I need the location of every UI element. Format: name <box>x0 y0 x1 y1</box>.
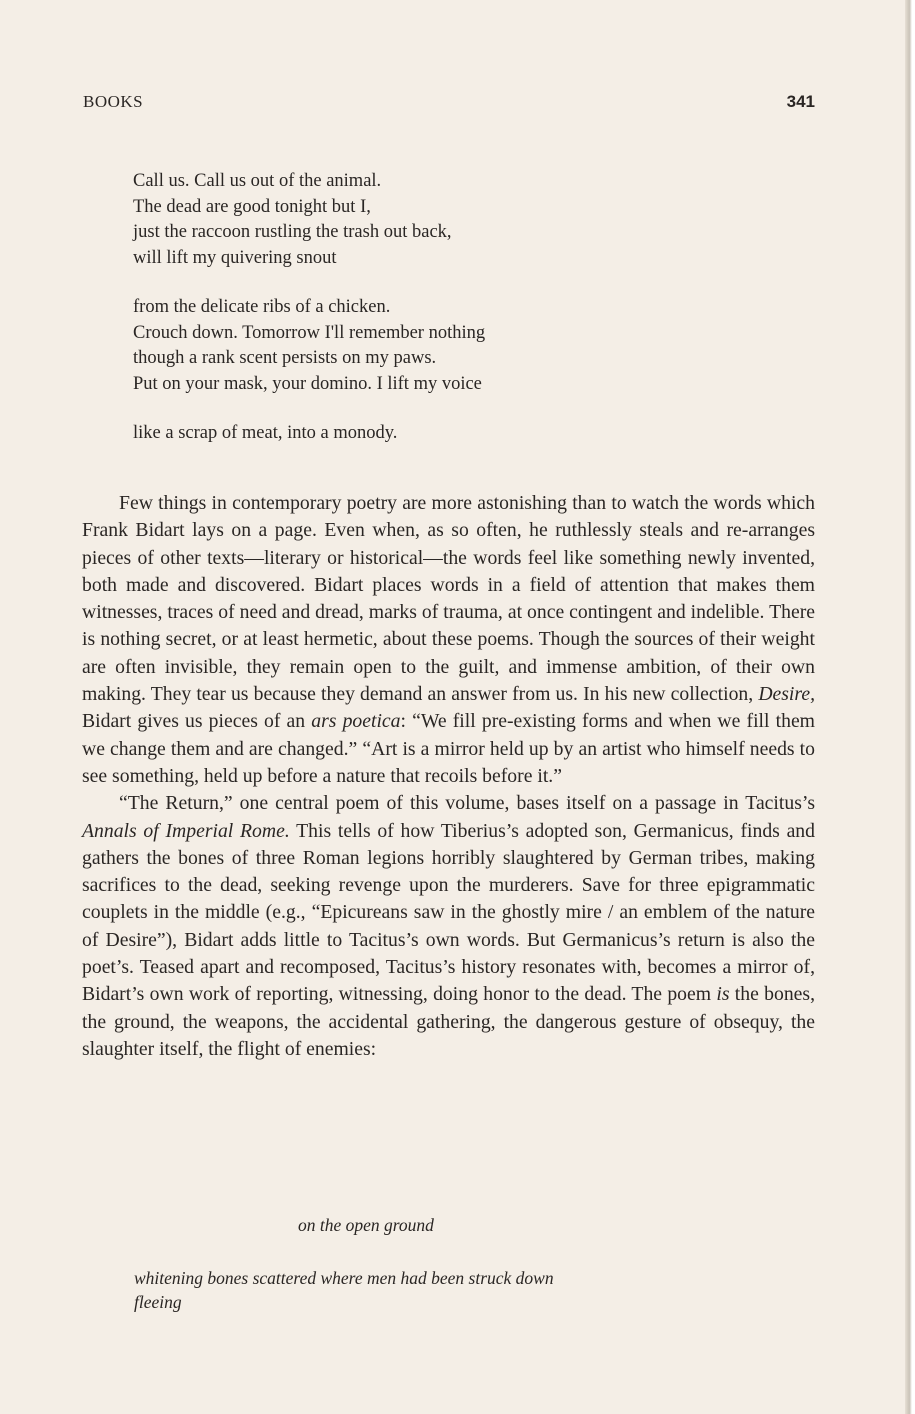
poem-line: will lift my quivering snout <box>133 247 337 268</box>
latin-phrase: ars poetica <box>311 710 401 733</box>
paragraph-2 <box>82 790 815 1063</box>
paragraph-text: : “We fill pre-existing forms and when we fill them we change them and are changed.” “Art is a mirror held up by an artist who himself needs to see something, held up before a nature that recoils before it.” <box>82 710 815 787</box>
poem-excerpt <box>133 169 693 471</box>
emphasis: is <box>716 983 730 1006</box>
paragraph-1 <box>82 490 815 790</box>
poem-line: Crouch down. Tomorrow I'll remember nothing <box>133 322 486 343</box>
page-number: 341 <box>786 92 815 111</box>
poem-line: from the delicate ribs of a chicken. <box>133 297 391 317</box>
source-title: Annals of Imperial Rome. <box>82 819 290 842</box>
poem-line: though a rank scent persists on my paws. <box>133 348 437 368</box>
essay-body <box>82 490 815 1063</box>
page-edge <box>905 0 915 1414</box>
stanza-3 <box>133 421 693 447</box>
paragraph-text: Few things in contemporary poetry are more astonishing than to watch the words which Frank Bidart lays on a page. Even when, as so often, he ruthlessly steals and re-arranges pieces of other texts—literary or historical—the words feel like something newly invented, both made and discovered. Bidart places words in a field of attention that makes them witnesses, traces of need and dread, marks of trauma, at once contingent and indelible. There is nothing secret, or at least hermetic, about these poems. Though the sources of their weight are often invisible, they remain open to the guilt, and immense ambition, of their own making. They tear us because they demand an answer from us. In his new collection, <box>82 492 815 706</box>
poem-line: like a scrap of meat, into a monody. <box>133 423 398 443</box>
stanza-1 <box>133 169 693 271</box>
paragraph-text: This tells of how Tiberius’s adopted son, Germanicus, finds and gathers the bones of three Roman legions horribly slaughtered by German tribes, making sacrifices to the dead, seeking revenge upon the murderers. Save for three epigrammatic couplets in the middle (e.g., “Epicureans saw in the ghostly mire / an emblem of the nature of Desire”), Bidart adds little to Tacitus’s own words. But Germanicus’s return is also the poet’s. Teased apart and recomposed, Tacitus’s history resonates with, becomes a mirror of, Bidart’s own work of reporting, witnessing, doing honor to the dead. The poem <box>82 819 815 1006</box>
paragraph-text: “The Return,” one central poem of this volume, bases itself on a passage in Tacitus’s <box>119 792 815 815</box>
book-title: Desire, <box>758 683 815 706</box>
poem-line: just the raccoon rustling the trash out back, <box>133 222 452 242</box>
running-head <box>83 92 815 116</box>
poem-line: The dead are good tonight but I, <box>133 196 371 217</box>
paragraph-text: Bidart gives us pieces of an <box>82 710 312 733</box>
quoted-line: whitening bones scattered where men had been struck down <box>134 1268 554 1288</box>
quoted-verse <box>134 1266 554 1314</box>
stanza-2 <box>133 295 693 397</box>
poem-line: Call us. Call us out of the animal. <box>133 171 382 191</box>
poem-line: Put on your mask, your domino. I lift my voice <box>133 373 482 394</box>
paragraph-text: the bones, the ground, the weapons, the accidental gathering, the dangerous gesture of obsequy, the slaughter itself, the flight of enemies: <box>82 983 815 1060</box>
quoted-line: fleeing <box>134 1292 182 1312</box>
section-title: BOOKS <box>83 92 144 111</box>
quoted-line-centered: on the open ground <box>298 1215 434 1235</box>
